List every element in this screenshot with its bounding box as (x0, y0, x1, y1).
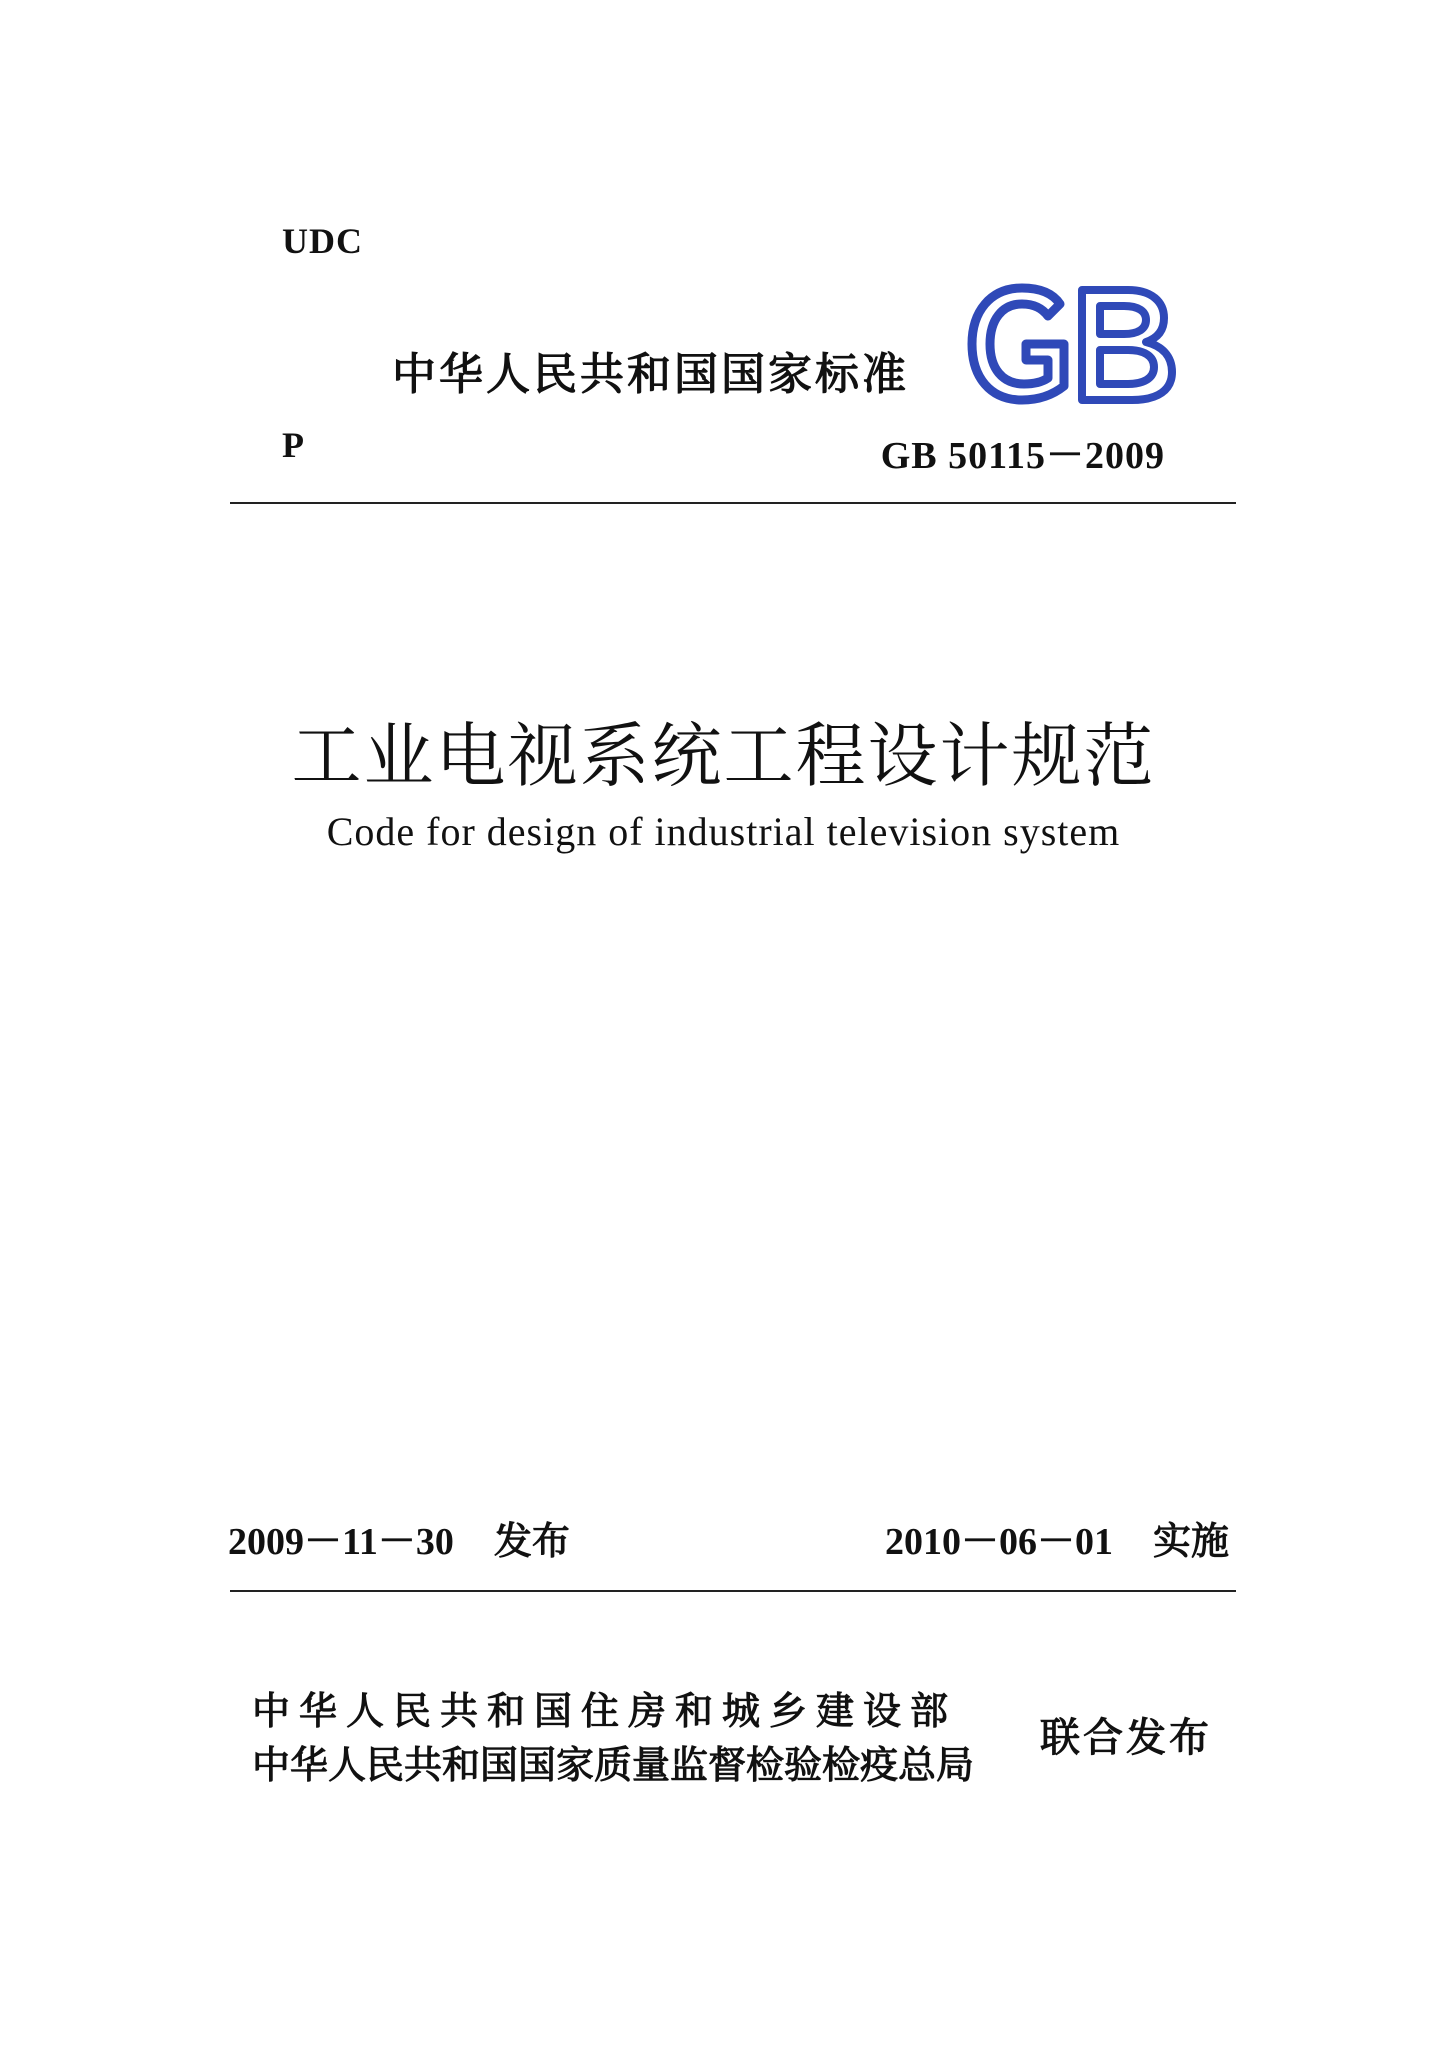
publisher-quality-supervision: 中华人民共和国国家质量监督检验检疫总局 (252, 1743, 975, 1787)
classification-code: P (282, 425, 304, 465)
effective-date: 2010－06－01 (884, 1521, 1113, 1563)
title-chinese: 工业电视系统工程设计规范 (291, 715, 1156, 797)
header-divider (230, 502, 1236, 504)
udc-label: UDC (282, 221, 363, 261)
effective-date-row (885, 1510, 1229, 1565)
footer-divider (230, 1590, 1236, 1592)
issue-date: 2009－11－30 (228, 1521, 454, 1563)
publisher-ministry-housing: 中华人民共和国住房和城乡建设部 (252, 1689, 958, 1733)
gb-logo (960, 282, 1180, 407)
standard-number: GB 50115－2009 (880, 435, 1165, 477)
issue-date-row (228, 1510, 570, 1565)
issue-label: 发布 (493, 1519, 570, 1563)
effective-label: 实施 (1152, 1519, 1229, 1563)
title-english: Code for design of industrial television system (326, 809, 1121, 854)
national-standard-heading: 中华人民共和国国家标准 (392, 349, 909, 400)
joint-publish-label: 联合发布 (1040, 1715, 1212, 1761)
